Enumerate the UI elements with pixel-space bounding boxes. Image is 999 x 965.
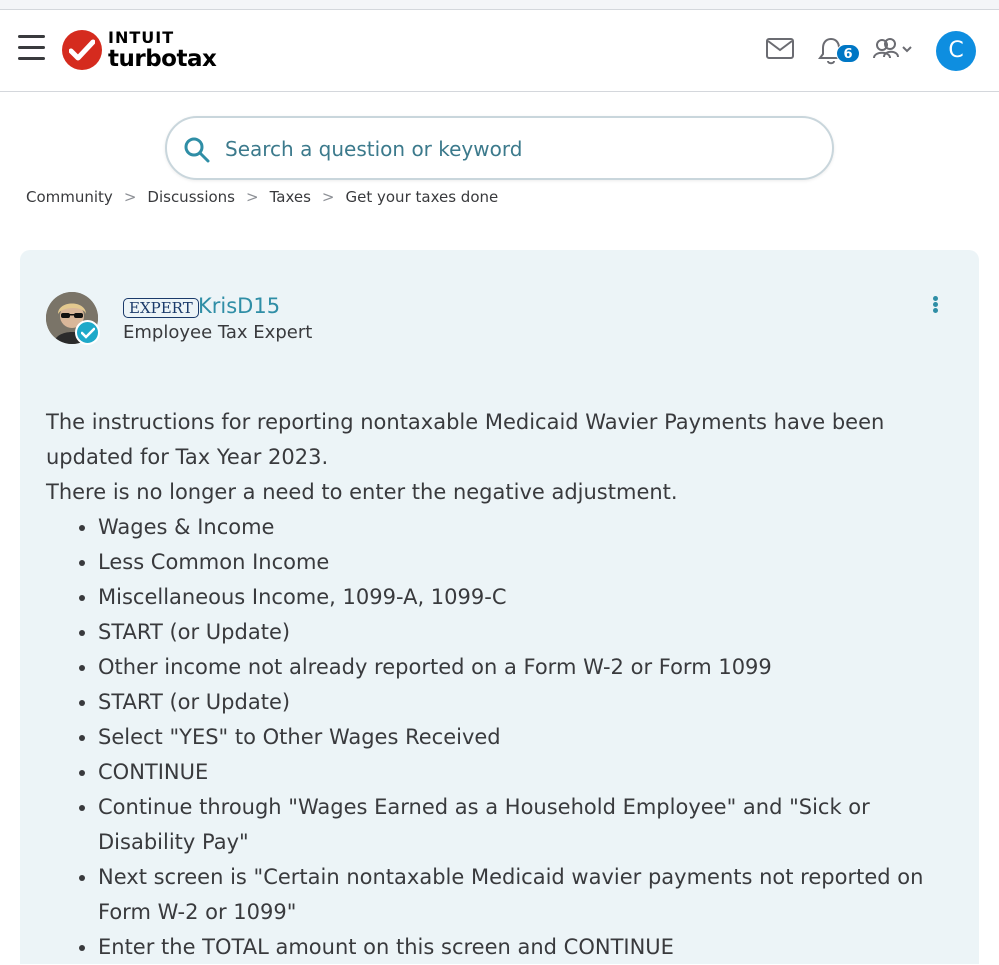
verified-check-icon: [75, 320, 100, 345]
list-item: • START (or Update): [98, 685, 971, 720]
list-item: • START (or Update): [98, 615, 971, 650]
search-input[interactable]: [225, 130, 815, 168]
site-header: [0, 10, 999, 92]
list-item: • Next screen is "Certain nontaxable Medicaid wavier payments not reported on Form W-2 or 1099": [98, 860, 971, 930]
brand-intuit: INTUIT: [108, 27, 175, 47]
notification-badge: 6: [836, 44, 860, 63]
turbotax-logo[interactable]: [62, 28, 216, 72]
list-item: • Continue through "Wages Earned as a Household Employee" and "Sick or Disability Pay": [98, 790, 971, 860]
post-card: [20, 250, 979, 964]
breadcrumb-separator: >: [246, 188, 259, 206]
expert-badge: EXPERT: [123, 298, 199, 318]
breadcrumb-separator: >: [123, 188, 137, 206]
list-item: • Other income not already reported on a Form W-2 or Form 1099: [98, 650, 971, 685]
list-item: • Wages & Income: [98, 510, 971, 545]
more-options-icon[interactable]: [928, 296, 942, 316]
menu-icon[interactable]: [18, 35, 46, 63]
author-username[interactable]: KrisD15: [198, 294, 281, 318]
breadcrumb-discussions[interactable]: Discussions: [147, 188, 235, 206]
breadcrumb-taxes[interactable]: Taxes: [269, 188, 311, 206]
checkmark-logo-icon: [62, 30, 102, 70]
post-paragraph-intro: The instructions for reporting nontaxable Medicaid Wavier Payments have been updated for Tax Year 2023.: [46, 410, 885, 469]
breadcrumb-get-your-taxes-done[interactable]: Get your taxes done: [345, 188, 499, 206]
author-role: Employee Tax Expert: [123, 322, 313, 343]
steps-list: [98, 510, 971, 965]
top-strip: [0, 0, 999, 10]
post-paragraph-note: There is no longer a need to enter the negative adjustment.: [46, 480, 678, 504]
list-item: • Select "YES" to Other Wages Received: [98, 720, 971, 755]
search-icon[interactable]: [183, 136, 211, 168]
post-body: [46, 405, 971, 965]
breadcrumb-separator: >: [321, 188, 335, 206]
breadcrumb-community[interactable]: Community: [26, 188, 113, 206]
list-item: • Less Common Income: [98, 545, 971, 580]
community-people-icon[interactable]: [872, 36, 912, 68]
list-item: • Miscellaneous Income, 1099-A, 1099-C: [98, 580, 971, 615]
mail-icon[interactable]: [765, 36, 795, 66]
brand-turbotax: turbotax: [108, 45, 217, 72]
search-bar[interactable]: [165, 116, 834, 180]
user-avatar[interactable]: C: [936, 31, 976, 71]
breadcrumb: [26, 188, 498, 206]
list-item: • CONTINUE: [98, 755, 971, 790]
list-item: • Enter the TOTAL amount on this screen and CONTINUE: [98, 930, 971, 965]
